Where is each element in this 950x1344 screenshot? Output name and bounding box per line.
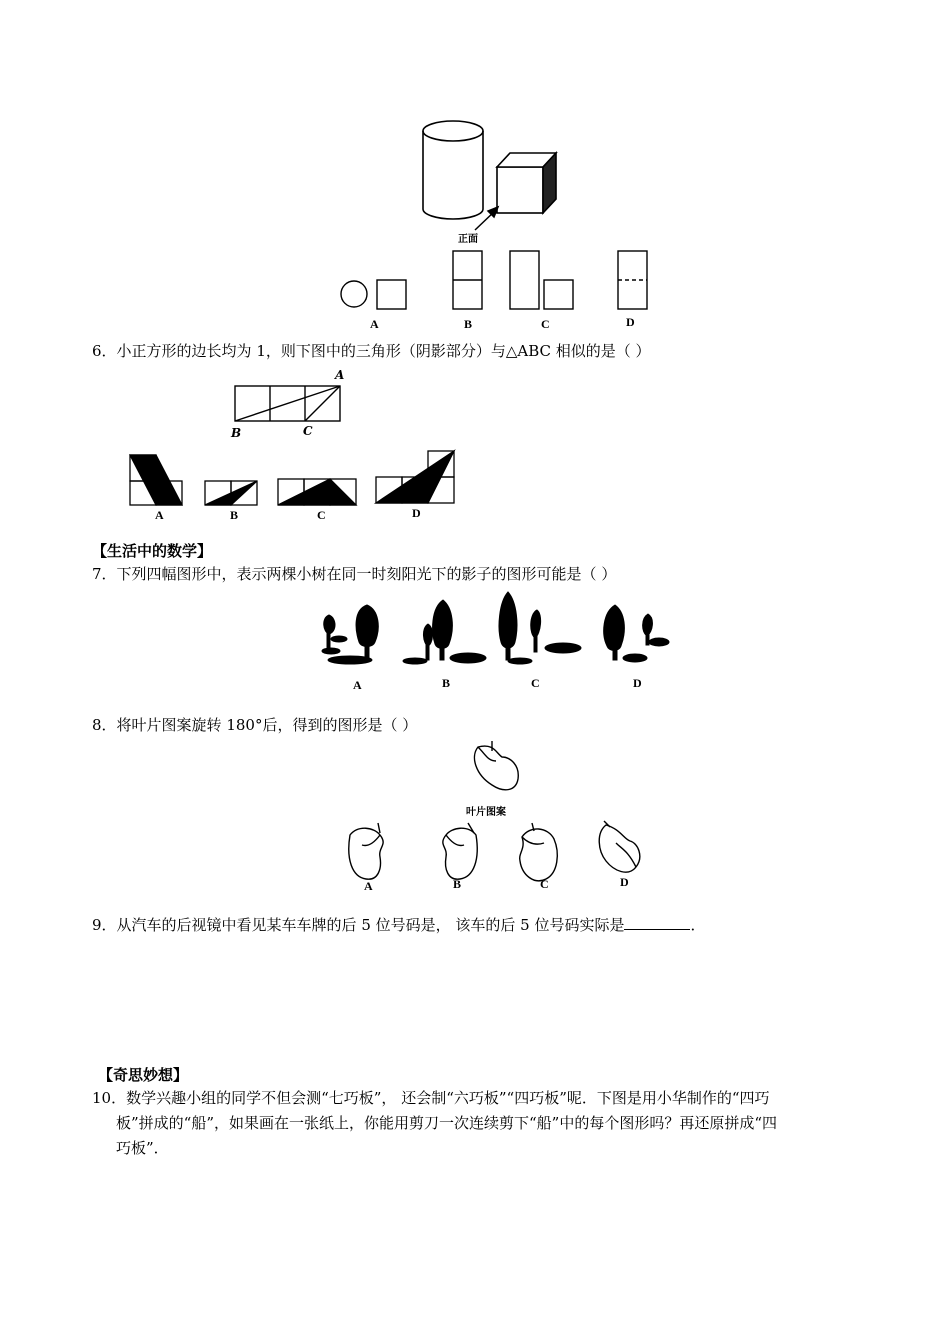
leaf-icon — [520, 823, 558, 881]
question-number: 7． — [92, 565, 117, 583]
question-9 — [92, 914, 706, 936]
tree-icon — [604, 605, 669, 662]
leaf-icon — [443, 823, 477, 879]
view-option-b: B — [464, 317, 473, 331]
q7-option-a: A — [353, 678, 362, 692]
section-title-ideas: 【奇思妙想】 — [98, 1066, 189, 1084]
q6-options-figure — [125, 450, 465, 525]
vertex-label-b: B — [231, 426, 242, 440]
question-end: ． — [690, 916, 706, 934]
question-6 — [92, 340, 651, 362]
question-number: 10． — [92, 1089, 127, 1107]
q6-option-c: C — [317, 508, 326, 522]
tree-shadows-figure — [315, 590, 675, 695]
triangle-abc-figure — [225, 368, 355, 443]
q7-option-c: C — [531, 676, 540, 690]
leaf-icon — [599, 821, 640, 872]
vertex-label-c: C — [303, 424, 313, 438]
front-label: 正面 — [458, 234, 478, 245]
view-option-a: A — [370, 317, 379, 331]
tree-shadows-drawing — [315, 590, 675, 695]
view-option-c: C — [541, 317, 550, 331]
question-text: 下列四幅图形中，表示两棵小树在同一时刻阳光下的影子的图形可能是（ ） — [116, 565, 617, 583]
leaf-caption: 叶片图案 — [466, 807, 506, 818]
solids-figure — [330, 110, 680, 335]
answer-blank[interactable] — [624, 915, 690, 930]
question-text: 将叶片图案旋转 180°后，得到的图形是（ ） — [116, 716, 418, 734]
question-text: 从汽车的后视镜中看见某车车牌的后 5 位号码是， 该车的后 5 位号码实际是 — [116, 916, 625, 934]
tree-icon — [322, 605, 378, 664]
q7-option-b: B — [442, 676, 451, 690]
question-10-line-2: 板”拼成的“船”，如果画在一张纸上，你能用剪刀一次连续剪下“船”中的每个图形吗？再还原拼成“四 — [116, 1114, 778, 1132]
q8-option-c: C — [540, 877, 549, 891]
solids-drawing — [330, 110, 680, 335]
q7-option-d: D — [633, 676, 642, 690]
view-options — [341, 251, 647, 309]
cylinder-icon — [423, 121, 483, 219]
leaf-icon — [474, 741, 518, 790]
cube-icon — [497, 153, 556, 213]
q8-option-d: D — [620, 875, 629, 889]
vertex-label-a: A — [335, 368, 345, 382]
q6-option-d: D — [412, 506, 421, 520]
question-line-1: 数学兴趣小组的同学不但会测“七巧板”， 还会制“六巧板”“四巧板”呢．下图是用小华制作的“四巧 — [126, 1089, 770, 1107]
question-number: 8． — [92, 716, 117, 734]
front-arrow-icon — [475, 207, 498, 230]
question-8 — [92, 714, 417, 736]
question-number: 6． — [92, 342, 117, 360]
q6-option-b: B — [230, 508, 239, 522]
tree-icon — [499, 592, 581, 664]
q6-option-a: A — [155, 508, 164, 522]
leaf-figure — [340, 735, 650, 895]
question-number: 9． — [92, 916, 117, 934]
section-title-life-math: 【生活中的数学】 — [92, 542, 213, 560]
question-7 — [92, 563, 616, 585]
view-option-d: D — [626, 315, 635, 329]
q8-option-a: A — [364, 879, 373, 893]
question-10 — [92, 1087, 770, 1109]
tree-icon — [403, 600, 486, 664]
leaf-icon — [349, 823, 383, 879]
question-text: 小正方形的边长均为 1，则下图中的三角形（阴影部分）与△ABC 相似的是（ ） — [116, 342, 651, 360]
q8-option-b: B — [453, 877, 462, 891]
question-10-line-3: 巧板”． — [116, 1139, 169, 1157]
